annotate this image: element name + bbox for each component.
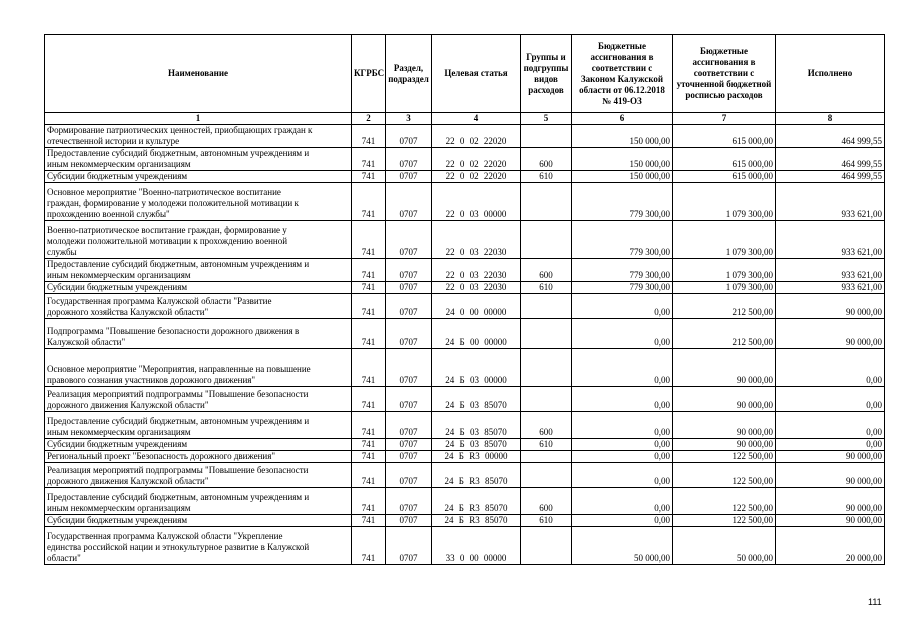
table-row xyxy=(45,125,885,148)
table-row xyxy=(45,148,885,171)
item-razdel: 0707 xyxy=(386,439,432,451)
item-target-article: 24 Б 03 00000 xyxy=(432,349,521,387)
item-assignment-updated: 1 079 300,00 xyxy=(673,221,776,259)
item-executed: 933 621,00 xyxy=(776,282,885,294)
budget-execution-table xyxy=(44,34,885,565)
item-name: Военно-патриотическое воспитание граждан, формирование у молодежи положительной мотивации к прохождению военной службы xyxy=(45,221,352,259)
item-kgrbs: 741 xyxy=(352,439,386,451)
table-row xyxy=(45,349,885,387)
item-assignment-law: 0,00 xyxy=(572,515,673,527)
item-expense-group xyxy=(521,451,572,463)
item-assignment-updated: 90 000,00 xyxy=(673,412,776,439)
column-number: 5 xyxy=(521,113,572,125)
item-target-article: 24 Б R3 85070 xyxy=(432,463,521,488)
item-target-article: 22 0 02 22020 xyxy=(432,171,521,183)
header-target: Целевая статья xyxy=(432,35,521,113)
item-assignment-law: 150 000,00 xyxy=(572,148,673,171)
header-kgrbs: КГРБС xyxy=(352,35,386,113)
item-target-article: 24 Б 03 85070 xyxy=(432,387,521,412)
item-expense-group xyxy=(521,294,572,319)
item-assignment-updated: 90 000,00 xyxy=(673,349,776,387)
item-kgrbs: 741 xyxy=(352,125,386,148)
item-expense-group: 600 xyxy=(521,488,572,515)
item-razdel: 0707 xyxy=(386,171,432,183)
table-row xyxy=(45,515,885,527)
item-kgrbs: 741 xyxy=(352,488,386,515)
item-name: Подпрограмма "Повышение безопасности дорожного движения в Калужской области" xyxy=(45,319,352,349)
item-razdel: 0707 xyxy=(386,125,432,148)
item-executed: 90 000,00 xyxy=(776,294,885,319)
item-assignment-updated: 122 500,00 xyxy=(673,488,776,515)
item-expense-group xyxy=(521,463,572,488)
item-executed: 933 621,00 xyxy=(776,221,885,259)
item-expense-group xyxy=(521,183,572,221)
table-row xyxy=(45,451,885,463)
item-kgrbs: 741 xyxy=(352,171,386,183)
item-expense-group: 610 xyxy=(521,515,572,527)
item-name: Предоставление субсидий бюджетным, автономным учреждениям и иным некоммерческим организациям xyxy=(45,259,352,282)
item-executed: 90 000,00 xyxy=(776,488,885,515)
item-razdel: 0707 xyxy=(386,148,432,171)
item-target-article: 22 0 03 00000 xyxy=(432,183,521,221)
header-name: Наименование xyxy=(45,35,352,113)
item-razdel: 0707 xyxy=(386,221,432,259)
item-kgrbs: 741 xyxy=(352,527,386,565)
item-razdel: 0707 xyxy=(386,412,432,439)
item-assignment-law: 0,00 xyxy=(572,294,673,319)
item-expense-group xyxy=(521,319,572,349)
table-row xyxy=(45,183,885,221)
item-assignment-law: 50 000,00 xyxy=(572,527,673,565)
item-assignment-law: 0,00 xyxy=(572,387,673,412)
item-kgrbs: 741 xyxy=(352,183,386,221)
item-target-article: 22 0 02 22020 xyxy=(432,148,521,171)
item-razdel: 0707 xyxy=(386,463,432,488)
item-target-article: 24 Б 00 00000 xyxy=(432,319,521,349)
item-name: Реализация мероприятий подпрограммы "Повышение безопасности дорожного движения Калужской области" xyxy=(45,387,352,412)
item-executed: 90 000,00 xyxy=(776,515,885,527)
item-assignment-updated: 615 000,00 xyxy=(673,125,776,148)
table-row xyxy=(45,319,885,349)
item-assignment-updated: 212 500,00 xyxy=(673,319,776,349)
item-assignment-updated: 1 079 300,00 xyxy=(673,282,776,294)
page-number: 111 xyxy=(868,597,882,607)
item-kgrbs: 741 xyxy=(352,319,386,349)
item-assignment-updated: 212 500,00 xyxy=(673,294,776,319)
column-number-row xyxy=(45,113,885,125)
item-razdel: 0707 xyxy=(386,451,432,463)
item-expense-group xyxy=(521,349,572,387)
item-expense-group xyxy=(521,387,572,412)
table-row xyxy=(45,259,885,282)
item-assignment-law: 150 000,00 xyxy=(572,171,673,183)
item-assignment-law: 150 000,00 xyxy=(572,125,673,148)
column-number: 2 xyxy=(352,113,386,125)
item-kgrbs: 741 xyxy=(352,349,386,387)
item-assignment-updated: 1 079 300,00 xyxy=(673,259,776,282)
item-assignment-updated: 122 500,00 xyxy=(673,515,776,527)
table-row xyxy=(45,387,885,412)
table-row xyxy=(45,439,885,451)
item-target-article: 22 0 03 22030 xyxy=(432,259,521,282)
item-kgrbs: 741 xyxy=(352,259,386,282)
item-assignment-law: 0,00 xyxy=(572,463,673,488)
table-row xyxy=(45,221,885,259)
item-executed: 464 999,55 xyxy=(776,148,885,171)
item-expense-group xyxy=(521,125,572,148)
item-name: Формирование патриотических ценностей, приобщающих граждан к отечественной истории и культуре xyxy=(45,125,352,148)
table-row xyxy=(45,412,885,439)
item-name: Субсидии бюджетным учреждениям xyxy=(45,515,352,527)
item-razdel: 0707 xyxy=(386,282,432,294)
header-assign-law: Бюджетные ассигнования в соответствии с Законом Калужской области от 06.12.2018 № 419-ОЗ xyxy=(572,35,673,113)
item-executed: 464 999,55 xyxy=(776,125,885,148)
table-row xyxy=(45,527,885,565)
item-razdel: 0707 xyxy=(386,294,432,319)
column-number: 6 xyxy=(572,113,673,125)
item-expense-group xyxy=(521,221,572,259)
item-target-article: 24 Б R3 00000 xyxy=(432,451,521,463)
item-target-article: 24 Б R3 85070 xyxy=(432,515,521,527)
item-target-article: 22 0 03 22030 xyxy=(432,282,521,294)
item-kgrbs: 741 xyxy=(352,463,386,488)
item-name: Предоставление субсидий бюджетным, автономным учреждениям и иным некоммерческим организациям xyxy=(45,412,352,439)
item-assignment-updated: 615 000,00 xyxy=(673,171,776,183)
item-target-article: 22 0 03 22030 xyxy=(432,221,521,259)
table-row xyxy=(45,294,885,319)
item-executed: 933 621,00 xyxy=(776,259,885,282)
item-razdel: 0707 xyxy=(386,488,432,515)
item-assignment-law: 0,00 xyxy=(572,451,673,463)
item-kgrbs: 741 xyxy=(352,294,386,319)
column-number: 7 xyxy=(673,113,776,125)
item-razdel: 0707 xyxy=(386,387,432,412)
item-assignment-law: 779 300,00 xyxy=(572,259,673,282)
item-name: Субсидии бюджетным учреждениям xyxy=(45,439,352,451)
item-assignment-updated: 122 500,00 xyxy=(673,451,776,463)
header-executed: Исполнено xyxy=(776,35,885,113)
item-assignment-law: 779 300,00 xyxy=(572,282,673,294)
item-executed: 0,00 xyxy=(776,439,885,451)
item-target-article: 33 0 00 00000 xyxy=(432,527,521,565)
item-target-article: 22 0 02 22020 xyxy=(432,125,521,148)
item-expense-group: 610 xyxy=(521,282,572,294)
item-kgrbs: 741 xyxy=(352,515,386,527)
column-number: 4 xyxy=(432,113,521,125)
item-executed: 90 000,00 xyxy=(776,463,885,488)
header-assign-updated: Бюджетные ассигнования в соответствии с уточненной бюджетной росписью расходов xyxy=(673,35,776,113)
item-kgrbs: 741 xyxy=(352,282,386,294)
item-kgrbs: 741 xyxy=(352,221,386,259)
item-assignment-law: 0,00 xyxy=(572,412,673,439)
item-name: Субсидии бюджетным учреждениям xyxy=(45,282,352,294)
item-executed: 20 000,00 xyxy=(776,527,885,565)
item-expense-group: 600 xyxy=(521,148,572,171)
column-number: 1 xyxy=(45,113,352,125)
item-name: Реализация мероприятий подпрограммы "Повышение безопасности дорожного движения Калужской области" xyxy=(45,463,352,488)
table-row xyxy=(45,171,885,183)
item-kgrbs: 741 xyxy=(352,412,386,439)
item-executed: 90 000,00 xyxy=(776,451,885,463)
item-razdel: 0707 xyxy=(386,527,432,565)
item-kgrbs: 741 xyxy=(352,387,386,412)
item-name: Основное мероприятие "Мероприятия, направленные на повышение правового сознания участников дорожного движения" xyxy=(45,349,352,387)
item-name: Государственная программа Калужской области "Развитие дорожного хозяйства Калужской области" xyxy=(45,294,352,319)
item-name: Основное мероприятие "Военно-патриотическое воспитание граждан, формирование у молодежи положительной мотивации к прохождению военной службы" xyxy=(45,183,352,221)
column-number: 8 xyxy=(776,113,885,125)
item-target-article: 24 0 00 00000 xyxy=(432,294,521,319)
item-assignment-law: 0,00 xyxy=(572,319,673,349)
item-target-article: 24 Б 03 85070 xyxy=(432,412,521,439)
item-name: Государственная программа Калужской области "Укрепление единства российской нации и этнокультурное развитие в Калужской области" xyxy=(45,527,352,565)
item-assignment-law: 779 300,00 xyxy=(572,221,673,259)
item-executed: 464 999,55 xyxy=(776,171,885,183)
header-groups: Группы и подгруппы видов расходов xyxy=(521,35,572,113)
table-row xyxy=(45,488,885,515)
table-body xyxy=(45,125,885,565)
item-name: Субсидии бюджетным учреждениям xyxy=(45,171,352,183)
item-executed: 90 000,00 xyxy=(776,319,885,349)
item-assignment-law: 779 300,00 xyxy=(572,183,673,221)
table-row xyxy=(45,282,885,294)
item-assignment-updated: 615 000,00 xyxy=(673,148,776,171)
item-assignment-updated: 50 000,00 xyxy=(673,527,776,565)
item-assignment-law: 0,00 xyxy=(572,349,673,387)
item-razdel: 0707 xyxy=(386,349,432,387)
item-kgrbs: 741 xyxy=(352,451,386,463)
item-target-article: 24 Б R3 85070 xyxy=(432,488,521,515)
item-executed: 0,00 xyxy=(776,349,885,387)
item-razdel: 0707 xyxy=(386,319,432,349)
item-razdel: 0707 xyxy=(386,515,432,527)
item-expense-group: 600 xyxy=(521,259,572,282)
item-executed: 933 621,00 xyxy=(776,183,885,221)
item-assignment-law: 0,00 xyxy=(572,439,673,451)
column-number: 3 xyxy=(386,113,432,125)
item-target-article: 24 Б 03 85070 xyxy=(432,439,521,451)
item-assignment-updated: 90 000,00 xyxy=(673,439,776,451)
item-name: Предоставление субсидий бюджетным, автономным учреждениям и иным некоммерческим организациям xyxy=(45,148,352,171)
item-expense-group: 600 xyxy=(521,412,572,439)
item-kgrbs: 741 xyxy=(352,148,386,171)
item-name: Предоставление субсидий бюджетным, автономным учреждениям и иным некоммерческим организациям xyxy=(45,488,352,515)
item-assignment-updated: 1 079 300,00 xyxy=(673,183,776,221)
table-row xyxy=(45,463,885,488)
item-assignment-law: 0,00 xyxy=(572,488,673,515)
item-expense-group xyxy=(521,527,572,565)
header-razdel: Раздел, подраздел xyxy=(386,35,432,113)
item-razdel: 0707 xyxy=(386,183,432,221)
item-assignment-updated: 122 500,00 xyxy=(673,463,776,488)
item-executed: 0,00 xyxy=(776,387,885,412)
item-razdel: 0707 xyxy=(386,259,432,282)
item-executed: 0,00 xyxy=(776,412,885,439)
table-header-row xyxy=(45,35,885,113)
item-expense-group: 610 xyxy=(521,171,572,183)
item-expense-group: 610 xyxy=(521,439,572,451)
item-name: Региональный проект "Безопасность дорожного движения" xyxy=(45,451,352,463)
item-assignment-updated: 90 000,00 xyxy=(673,387,776,412)
